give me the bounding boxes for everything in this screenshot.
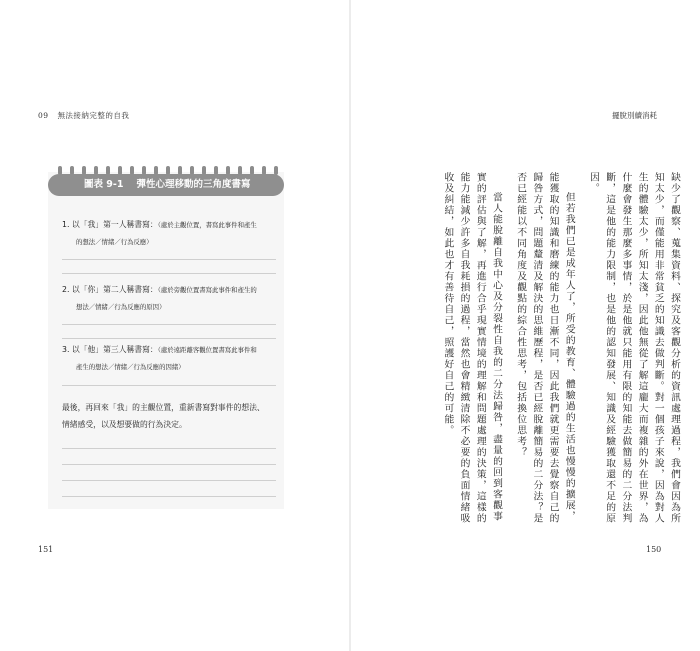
writing-line [62, 385, 276, 386]
writing-line [62, 324, 276, 325]
writing-line [62, 259, 276, 260]
body-paragraph-1: 缺少了觀察、蒐集資料、探究及客觀分析的資訊處理過程，我們會因為所知太少，而僅能用非常貧乏的知識去做判斷。對一個孩子來說，因為對人生的體驗太少，所知太淺，因此他無從了解這龐大而複雜的外在世界，為什麼會發生那麼多事情，於是他就只能用有限的知能去做簡易的二分法判斷，這是他的能力限制，也是他的認知發展、知識及經驗獲取還不足的原因。 [587, 172, 680, 524]
running-header-right: 擺脫別續消耗 [612, 111, 657, 120]
body-text-vertical [424, 172, 682, 532]
writing-line [62, 273, 276, 274]
item-lead: 3. 以「他」第三人稱書寫： [62, 345, 158, 354]
item-note-continued: 產生的想法／情緒／行為反應的因緒） [76, 363, 185, 371]
worksheet-closing [62, 399, 265, 433]
worksheet-item-3 [62, 341, 257, 376]
page-number-right: 150 [646, 545, 662, 554]
item-lead: 1. 以「我」第一人稱書寫： [62, 220, 158, 229]
writing-line [62, 338, 276, 339]
figure-title: 彈性心理移動的三角度書寫 [136, 179, 251, 190]
body-paragraph-3: 當人能脫離自我中心及分裂性自我的二分法歸咎，盡量的回到客觀事實的評估與了解，再進行合乎現實情境的理解和問題處理的決策，這樣的能力能減少許多自我耗損的過程，當然也會精緻清除不必要的負面情緒吸收及糾結，如此也才有善待自己，照護好自己的可能。 [442, 172, 502, 524]
item-note: （處於主觀位置，書寫此事件和產生 [157, 221, 257, 229]
figure-tag: 圖表 9-1 [84, 179, 124, 190]
closing-line-2: 情緒感受，以及想要做的行為決定。 [62, 420, 187, 429]
writing-line [62, 496, 276, 497]
worksheet-item-2 [62, 281, 257, 316]
body-paragraph-2: 但若我們已是成年人了，所受的教育、體驗過的生活也慢慢的擴展，能獲取的知識和磨練的能力也日漸不同，因此我們就更需要去覺察自己的歸咎方式，問題釐清及解決的思維歷程，是否已經脫離簡易的二分法？是否已經能以不同角度及觀點的綜合性思考，包括換位思考？ [515, 172, 575, 524]
chapter-number: 09 [38, 111, 49, 120]
item-note-continued: 想法／情緒／行為反應的原因） [76, 303, 166, 311]
item-note: （處於旁觀位置書寫此事件和產生的 [157, 286, 257, 294]
running-header-left [38, 110, 129, 121]
worksheet-title-bar [48, 174, 284, 196]
writing-line [62, 464, 276, 465]
item-lead: 2. 以「你」第二人稱書寫： [62, 285, 158, 294]
item-note-continued: 的想法／情緒／行為反應） [76, 238, 153, 246]
book-gutter [349, 0, 351, 651]
writing-line [62, 480, 276, 481]
worksheet-item-1 [62, 216, 257, 251]
writing-line [62, 448, 276, 449]
closing-line-1: 最後，再回來「我」的主觀位置，重新書寫對事件的想法、 [62, 403, 265, 412]
chapter-title: 無法接納完整的自我 [57, 111, 130, 120]
page-number-left: 151 [38, 545, 54, 554]
item-note: （處於遠距離客觀位置書寫此事件和 [157, 346, 257, 354]
